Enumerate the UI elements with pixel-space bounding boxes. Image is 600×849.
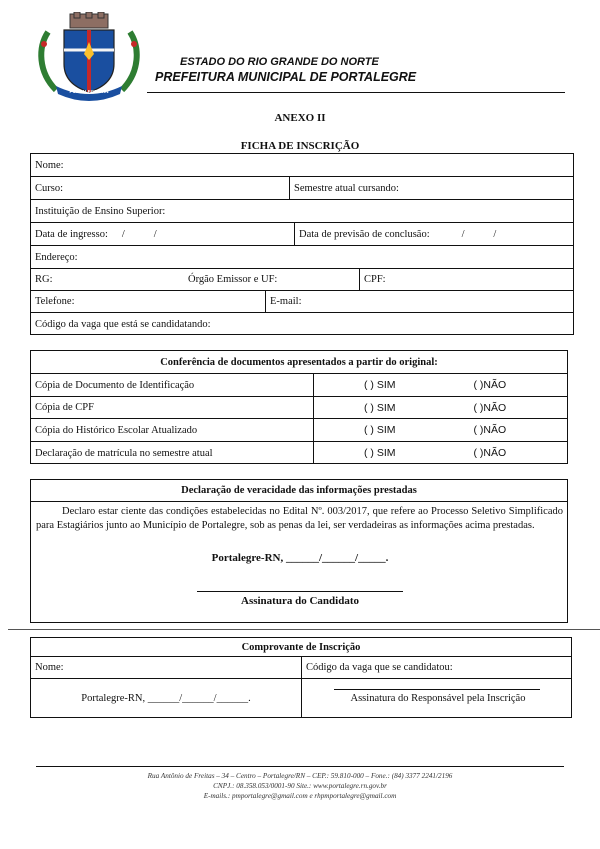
doc-yes-checkbox[interactable]: ( ) SIM: [364, 447, 396, 459]
header-divider: [147, 92, 565, 93]
declaration-box: [30, 479, 568, 623]
doc-row: [31, 442, 567, 464]
crest-ribbon-text: PORTALEGRE-RN: [69, 89, 109, 94]
documents-title: Conferência de documentos apresentados a partir do original:: [160, 356, 438, 368]
row-nome: [31, 154, 573, 177]
data-ingresso-blank: / /: [121, 228, 157, 240]
field-cpf[interactable]: CPF:: [359, 269, 573, 290]
form-title: FICHA DE INSCRIÇÃO: [240, 140, 360, 152]
doc-label: Declaração de matrícula no semestre atual: [35, 447, 213, 459]
doc-label: Cópia do Histórico Escolar Atualizado: [35, 424, 198, 436]
doc-row: [31, 419, 567, 442]
footer-divider: [36, 766, 564, 767]
row-codigo-vaga: [31, 313, 573, 335]
annex-label: ANEXO II: [274, 112, 326, 124]
responsible-signature-label: Assinatura do Responsável pela Inscrição: [350, 693, 526, 704]
field-nome[interactable]: Nome:: [35, 159, 64, 171]
declaration-place-date[interactable]: Portalegre-RN, ______/______/_____.: [211, 552, 389, 564]
receipt-row-sign: [31, 679, 571, 718]
doc-no-checkbox[interactable]: ( )NÃO: [473, 424, 507, 436]
doc-yes-checkbox[interactable]: ( ) SIM: [364, 401, 396, 414]
doc-options: [313, 374, 569, 396]
field-instituicao[interactable]: Instituição de Ensino Superior:: [35, 205, 166, 217]
state-name: ESTADO DO RIO GRANDE DO NORTE: [180, 56, 379, 68]
field-curso[interactable]: Curso:: [35, 182, 64, 194]
doc-label: Cópia de Documento de Identificação: [35, 379, 195, 391]
cut-line: [8, 629, 600, 630]
receipt-field-codigo[interactable]: Código da vaga que se candidatou:: [301, 657, 571, 678]
row-documentos: [31, 269, 573, 291]
row-datas: [31, 223, 573, 246]
receipt-place-date[interactable]: Portalegre-RN, ______/______/______.: [81, 693, 251, 704]
prefecture-name: PREFEITURA MUNICIPAL DE PORTALEGRE: [155, 70, 417, 84]
doc-options: [313, 442, 569, 464]
declaration-title: Declaração de veracidade das informações prestadas: [181, 485, 417, 496]
declaration-header: [31, 480, 567, 502]
receipt-signature-area: [301, 679, 571, 718]
candidate-signature-line[interactable]: [197, 591, 403, 592]
doc-options: [313, 397, 569, 418]
field-telefone[interactable]: Telefone:: [35, 296, 75, 307]
field-semestre[interactable]: Semestre atual cursando:: [289, 177, 573, 199]
candidate-signature-label: Assinatura do Candidato: [241, 595, 359, 607]
doc-options: [313, 419, 569, 441]
registration-form: [30, 153, 574, 335]
doc-label: Cópia de CPF: [35, 402, 94, 413]
receipt-row-info: [31, 657, 571, 679]
documents-header: [31, 351, 567, 374]
field-codigo-vaga[interactable]: Código da vaga que está se candidatando:: [35, 318, 211, 330]
documents-checklist: [30, 350, 568, 464]
municipal-crest: [34, 12, 144, 102]
doc-row: [31, 374, 567, 397]
field-data-conclusao[interactable]: [294, 223, 573, 245]
footer-address: Rua Antônio de Freitas – 34 – Centro – Portalegre/RN – CEP.: 59.810-000 – Fone.: (84) 3377 2241/2196: [147, 772, 453, 780]
doc-yes-checkbox[interactable]: ( ) SIM: [364, 424, 396, 436]
receipt-box: [30, 637, 572, 718]
data-conclusao-blank: / /: [461, 228, 497, 240]
row-contato: [31, 291, 573, 313]
footer-cnpj-site: CNPJ.: 08.358.053/0001-90 Site.: www.portalegre.rn.gov.br: [213, 782, 387, 790]
receipt-field-nome[interactable]: Nome:: [35, 662, 64, 673]
doc-no-checkbox[interactable]: ( )NÃO: [473, 447, 507, 459]
field-email[interactable]: E-mail:: [265, 291, 573, 312]
field-data-ingresso[interactable]: [31, 223, 294, 245]
receipt-header: [31, 638, 571, 657]
doc-row: [31, 397, 567, 419]
doc-yes-checkbox[interactable]: ( ) SIM: [364, 379, 396, 391]
declaration-text: Declaro estar ciente das condições estabelecidas no Edital Nº. 003/2017, que refere ao Processo Seletivo Simplificado para Estagiários junto ao Município de Portalegre, sob as penas da lei, ser verdadeiras as informações acima prestadas.: [36, 506, 563, 531]
data-ingresso-label: Data de ingresso:: [35, 228, 108, 240]
doc-no-checkbox[interactable]: ( )NÃO: [473, 379, 507, 391]
field-endereco[interactable]: Endereço:: [35, 251, 78, 263]
field-orgao[interactable]: Órgão Emissor e UF:: [188, 274, 278, 285]
responsible-signature-line[interactable]: [334, 689, 540, 690]
footer-emails: E-mails.: pmportalegre@gmail.com e rhpmportalegre@gmail.com: [203, 792, 397, 800]
doc-no-checkbox[interactable]: ( )NÃO: [473, 401, 507, 414]
row-curso: [31, 177, 573, 200]
field-rg[interactable]: RG:: [35, 274, 53, 285]
row-endereco: [31, 246, 573, 269]
data-conclusao-label: Data de previsão de conclusão:: [299, 228, 430, 240]
receipt-title: Comprovante de Inscrição: [241, 641, 361, 653]
row-instituicao: [31, 200, 573, 223]
